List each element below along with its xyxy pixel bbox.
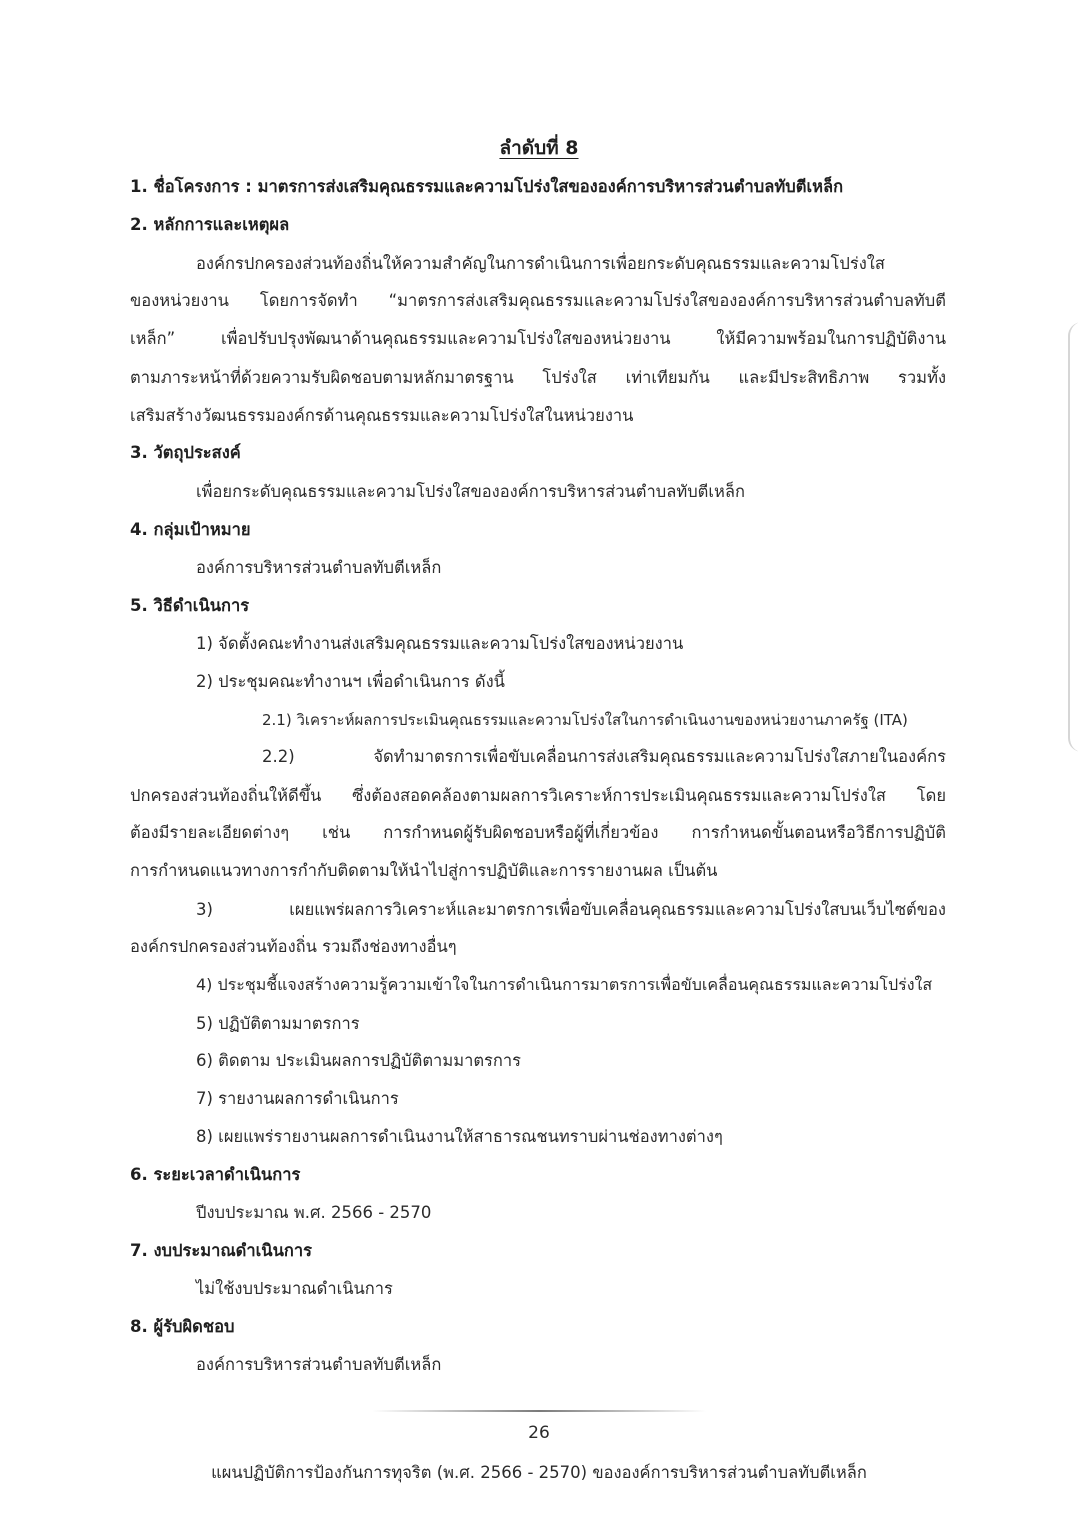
page-footer: แผนปฏิบัติการป้องกันการทุจริต (พ.ศ. 2566 - 2570) ขององค์การบริหารส่วนตำบลทับตีเหล็ก <box>211 1463 867 1482</box>
section-3-heading: 3. วัตถุประสงค์ <box>130 443 241 462</box>
section-3-text: เพื่อยกระดับคุณธรรมและความโปร่งใสขององค์การบริหารส่วนตำบลทับตีเหล็ก <box>196 482 746 501</box>
method-item-6: 6) ติดตาม ประเมินผลการปฏิบัติตามมาตรการ <box>196 1051 522 1070</box>
section-2-heading: 2. หลักการและเหตุผล <box>130 215 290 234</box>
section-8-text: องค์การบริหารส่วนตำบลทับตีเหล็ก <box>196 1355 442 1374</box>
method-item-2-2-line: ต้องมีรายละเอียดต่างๆ เช่น การกำหนดผู้รับผิดชอบหรือผู้ที่เกี่ยวข้อง การกำหนดขั้นตอนหรือวิธีการปฏิบัติ <box>130 823 946 842</box>
method-item-2-2-line: การกำหนดแนวทางการกำกับติดตามให้นำไปสู่การปฏิบัติและการรายงานผล เป็นต้น <box>130 861 718 880</box>
method-item-7: 7) รายงานผลการดำเนินการ <box>196 1089 399 1108</box>
method-item-2-2-line: ปกครองส่วนท้องถิ่นให้ดีขึ้น ซึ่งต้องสอดคล้องตามผลการวิเคราะห์การประเมินคุณธรรมและความโปร่งใส โดย <box>130 786 946 805</box>
method-item-2: 2) ประชุมคณะทำงานฯ เพื่อดำเนินการ ดังนี้ <box>196 672 505 691</box>
method-item-3-line: องค์กรปกครองส่วนท้องถิ่น รวมถึงช่องทางอื่นๆ <box>130 937 457 956</box>
method-item-8: 8) เผยแพร่รายงานผลการดำเนินงานให้สาธารณชนทราบผ่านช่องทางต่างๆ <box>196 1127 723 1146</box>
section-4-text: องค์การบริหารส่วนตำบลทับตีเหล็ก <box>196 558 442 577</box>
section-2-paragraph-line: ของหน่วยงาน โดยการจัดทำ “มาตรการส่งเสริมคุณธรรมและความโปร่งใสขององค์การบริหารส่วนตำบลทับตี <box>130 291 946 310</box>
section-6-heading: 6. ระยะเวลาดำเนินการ <box>130 1165 301 1184</box>
section-8-heading: 8. ผู้รับผิดชอบ <box>130 1317 235 1336</box>
section-2-paragraph-line: เหล็ก” เพื่อปรับปรุงพัฒนาด้านคุณธรรมและความโปร่งใสของหน่วยงาน ให้มีความพร้อมในการปฏิบัติงาน <box>130 329 946 348</box>
method-item-3-line: 3) เผยแพร่ผลการวิเคราะห์และมาตรการเพื่อขับเคลื่อนคุณธรรมและความโปร่งใสบนเว็บไซต์ของ <box>196 900 946 919</box>
section-2-paragraph-line: องค์กรปกครองส่วนท้องถิ่นให้ความสำคัญในการดำเนินการเพื่อยกระดับคุณธรรมและความโปร่งใส <box>196 254 885 273</box>
page-number: 26 <box>528 1423 550 1443</box>
method-item-5: 5) ปฏิบัติตามมาตรการ <box>196 1014 360 1033</box>
method-item-4: 4) ประชุมชี้แจงสร้างความรู้ความเข้าใจในการดำเนินการมาตรการเพื่อขับเคลื่อนคุณธรรมและความโปร่งใส <box>196 975 933 994</box>
method-item-2-2-line: 2.2) จัดทำมาตรการเพื่อขับเคลื่อนการส่งเสริมคุณธรรมและความโปร่งใสภายในองค์กร <box>262 747 946 766</box>
section-4-heading: 4. กลุ่มเป้าหมาย <box>130 520 251 539</box>
section-6-text: ปีงบประมาณ พ.ศ. 2566 - 2570 <box>196 1203 432 1222</box>
method-item-1: 1) จัดตั้งคณะทำงานส่งเสริมคุณธรรมและความโปร่งใสของหน่วยงาน <box>196 634 684 653</box>
section-2-paragraph-line: ตามภาระหน้าที่ด้วยความรับผิดชอบตามหลักมาตรฐาน โปร่งใส เท่าเทียมกัน และมีประสิทธิภาพ รวมทั้ง <box>130 368 946 387</box>
footer-divider <box>372 1410 706 1412</box>
section-5-heading: 5. วิธีดำเนินการ <box>130 596 250 615</box>
section-2-paragraph-line: เสริมสร้างวัฒนธรรมองค์กรด้านคุณธรรมและความโปร่งใสในหน่วยงาน <box>130 406 634 425</box>
section-7-text: ไม่ใช้งบประมาณดำเนินการ <box>196 1279 393 1298</box>
page-title: ลำดับที่ 8 <box>499 137 579 159</box>
method-item-2-1: 2.1) วิเคราะห์ผลการประเมินคุณธรรมและความโปร่งใสในการดำเนินงานของหน่วยงานภาครัฐ (ITA) <box>262 711 908 729</box>
section-7-heading: 7. งบประมาณดำเนินการ <box>130 1241 312 1260</box>
section-1-project-name: 1. ชื่อโครงการ : มาตรการส่งเสริมคุณธรรมและความโปร่งใสขององค์การบริหารส่วนตำบลทับตีเหล็ก <box>130 177 844 196</box>
scroll-edge-handle[interactable] <box>1068 322 1078 752</box>
